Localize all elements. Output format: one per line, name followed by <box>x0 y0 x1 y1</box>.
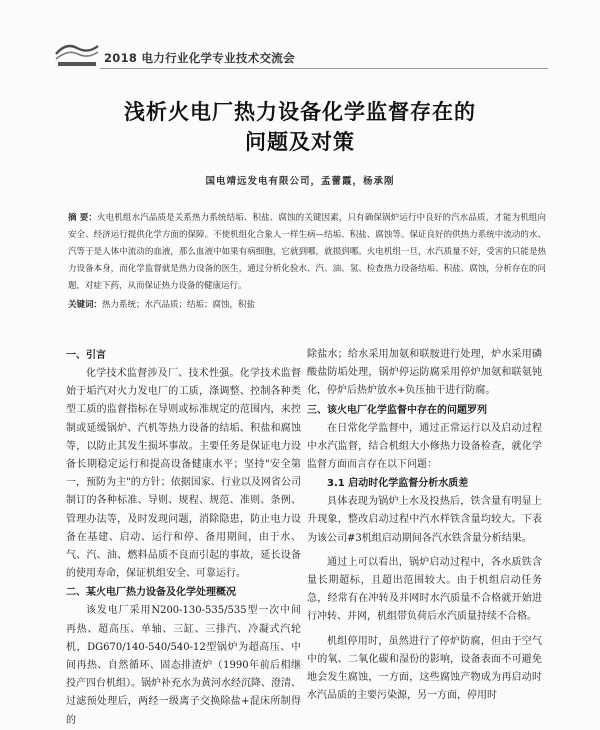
continued-paragraph: 除盐水；给水采用加氨和联胺进行处理，炉水采用磷酸盐防垢处理，锅炉停运防腐采用停炉加氨和联氨钝化，停炉后热炉放水+负压抽干进行防腐。 <box>307 349 542 397</box>
subsection-3-1-paragraph-1: 具体表现为锅炉上水及投热后，铁含量有明显上升现象，整改启动过程中汽水样铁含量均较大。下表为该公司#3机组启动期间各汽水铁含量分析结果。 <box>307 496 542 544</box>
page-header <box>0 0 600 72</box>
association-logo-icon <box>52 40 102 68</box>
section-2-heading: 二、某火电厂热力设备及化学处理概况 <box>66 587 236 599</box>
authors-affiliation: 国电靖远发电有限公司，孟蕾霞，杨承刚 <box>205 176 395 187</box>
section-1-heading: 一、引言 <box>66 350 106 361</box>
keywords-label: 关键词： <box>68 300 103 310</box>
subsection-3-1-heading: 3.1 启动时化学监督分析水质差 <box>327 478 469 490</box>
section-2-paragraph: 该发电厂采用N200-130-535/535型一次中间再热、超高压、单轴、三缸、三排汽、冷凝式汽轮机，DG670/140-540/540-12型锅炉为超高压、中间再热、自然循环、固态排渣炉（1990年前后相继投产四台机组）。锅炉补充水为黄河水经沉降、澄清、过滤预处理后，两经一级离子交换除盐+混床所制得的 <box>66 605 301 726</box>
header-divider <box>100 68 548 69</box>
abstract-label: 摘 要： <box>68 213 98 223</box>
section-3-paragraph: 在日常化学监督中，通过正常运行以及启动过程中水汽监督，结合机组大小修热力设备检查，就化学监督方面而言存在以下问题： <box>307 422 542 471</box>
abstract <box>68 210 546 295</box>
right-column <box>307 346 542 705</box>
abstract-text: 火电机组水汽品质是关系热力系统结垢、积盐、腐蚀的关键因素，只有确保锅炉运行中良好的汽水品质，才能为机组向安全、经济运行提供化学方面的保障。不使机组化合象人一样生病—结垢、积盐、腐蚀等。保证良好的供热力系统中流动的水、汽等于是人体中流动的血液，那么血液中如果有病细胞，它就到哪，就损到哪。火电机组一旦，水汽质量不好，受害的只能是热力设备本身，而化学监督就是热力设备的医生，通过分析化验水、汽、油、氢、检查热力设备结垢、积盐、腐蚀，分析存在的问题，对症下药，从而保证热力设备的健康运行。 <box>68 213 546 291</box>
section-1-paragraph: 化学技术监督涉及厂、技术性强。化学技术监督始于垢汽对火力发电厂的工质，涤调整、控制各种类型工质的监督指标在导则或标准规定的范围内，来控制或延缓锅炉、汽机等热力设备的结垢、积盐和腐蚀等，以防止其发生损坏事故。主要任务是保证电力设备长期稳定运行和提高设备健康水平；坚持"安全第一，预防为主"的方针；依据国家、行业以及网省公司制订的各种标准、导则、规程、规范、准则、条例、管理办法等，及时发现问题，消除隐患，防止电力设备在基建、启动、运行和停、备用期间，由于水、气、汽、油、燃料品质不良而引起的事故，延长设备的使用寿命，保证机组安全、可靠运行。 <box>66 368 301 580</box>
keywords-text: 热力系统；水汽品质；结垢；腐蚀，积盐 <box>102 300 256 310</box>
paper-title-line-2: 问题及对策 <box>245 130 355 154</box>
section-3-heading: 三、该火电厂化学监督中存在的问题罗列 <box>307 404 487 416</box>
conference-title: 2018 电力行业化学专业技术交流会 <box>104 51 295 65</box>
left-column <box>66 346 301 730</box>
paper-title-line-1: 浅析火电厂热力设备化学监督存在的 <box>124 100 476 124</box>
subsection-3-1-paragraph-3: 机组停用时，虽然进行了停炉防腐，但由于空气中的氧、二氧化碳和湿份的影响，设备表面不可避免地会发生腐蚀，一方面，这些腐蚀产物成为再启动时水汽品质的主要污染源，另一方面，停用时 <box>307 635 542 702</box>
keywords <box>68 297 546 314</box>
subsection-3-1-paragraph-2: 通过上可以看出，锅炉启动过程中，各水质铁含量长期超标，且超出范围较大。由于机组启动任务急，经常有在冲转及并网时水汽质量不合格就开始进行冲转、并网，机组带负荷后水汽质量持续不合格。 <box>307 556 542 623</box>
